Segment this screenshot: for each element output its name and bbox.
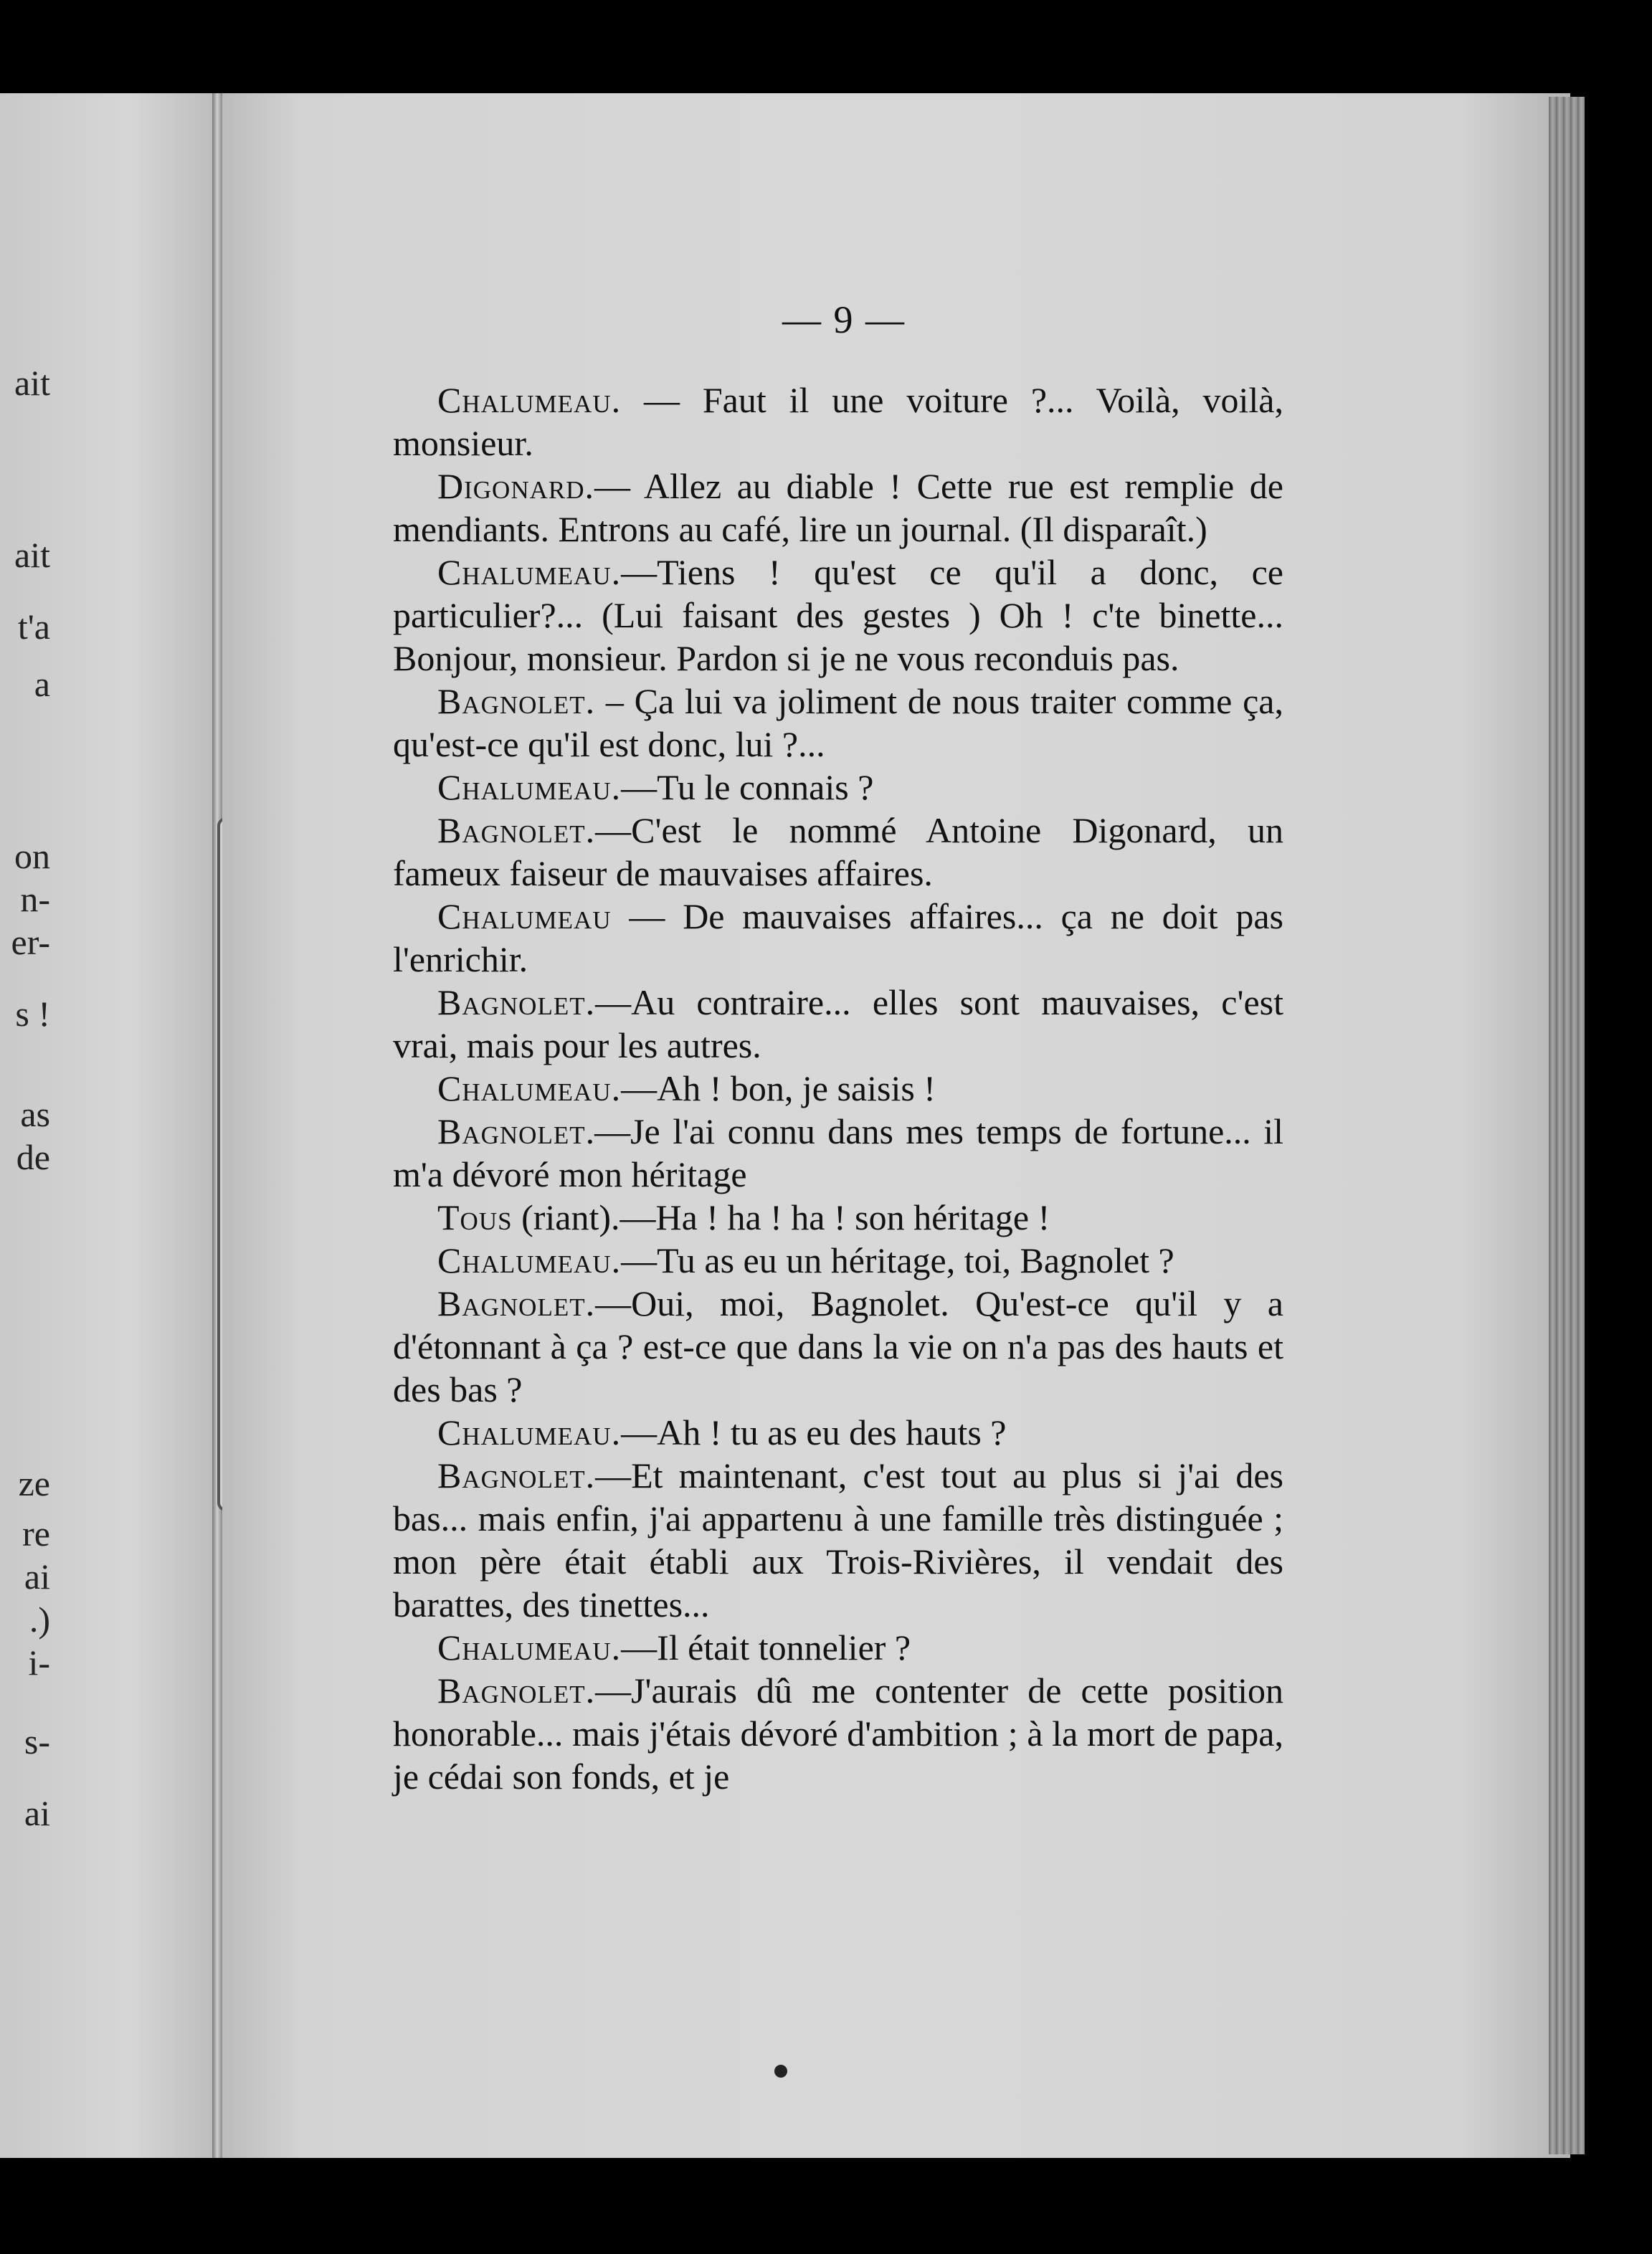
dialogue-paragraph [393,465,1283,551]
speaker-name: Chalumeau. [437,552,622,592]
previous-page-fragment: a [34,664,50,704]
speaker-name: Chalumeau. [437,767,622,807]
dialogue-paragraph [393,1454,1283,1626]
speaker-name: Tous [437,1197,513,1237]
dialogue-text: — Allez au diable ! Cette rue est remplie de mendiants. Entrons au café, lire un journal. (Il disparaît.) [393,466,1283,549]
page-number: — 9 — [782,298,906,341]
previous-page-fragment: ait [14,363,50,403]
previous-page-fragment: ai [24,1793,50,1833]
dialogue-paragraph [393,1282,1283,1411]
dialogue-text: — Faut il une voiture ?... Voilà, voilà, monsieur. [393,380,1283,463]
dialogue-text: —Tu le connais ? [621,767,874,807]
speaker-name: Bagnolet. [437,1670,596,1711]
dialogue-text: .—Je l'ai connu dans mes temps de fortune... il m'a dévoré mon héritage [393,1111,1283,1194]
speaker-name: Chalumeau. [437,1068,622,1108]
speaker-name: Bagnolet. [437,1455,596,1495]
page-edges [1549,97,1585,2154]
previous-page-fragment: i- [28,1642,50,1683]
dialogue-text: —Et maintenant, c'est tout au plus si j'ai des bas... mais enfin, j'ai appartenu à une famille très distinguée ; mon père était établi aux Trois-Rivières, il vendait des barattes, des tinettes... [393,1455,1283,1625]
dialogue-paragraph [393,680,1283,766]
dialogue-text: —Tu as eu un héritage, toi, Bagnolet ? [621,1240,1174,1280]
dialogue-text: —Il était tonnelier ? [621,1627,911,1668]
previous-page-fragment: on [14,836,50,876]
speaker-name: Chalumeau. [437,1627,622,1668]
speaker-name: Bagnolet. [437,1283,596,1323]
previous-page-fragment: .) [29,1599,50,1640]
speaker-name: Chalumeau. [437,1240,622,1280]
dialogue-text: —Ah ! tu as eu des hauts ? [621,1412,1007,1452]
dialogue-paragraph [393,379,1283,465]
play-dialogue-text [393,379,1283,1798]
dialogue-paragraph [393,551,1283,680]
speaker-name: Bagnolet. [437,681,596,721]
previous-page-fragment: t'a [17,607,50,647]
dialogue-text: —J'aurais dû me contenter de cette position honorable... mais j'étais dévoré d'ambition ; à la mort de papa, je cédai son fonds, et je [393,1670,1283,1797]
print-speck [774,2065,787,2078]
speaker-name: Chalumeau. [437,380,622,420]
dialogue-text: —Ah ! bon, je saisis ! [621,1068,936,1108]
previous-page-fragment: ait [14,535,50,575]
previous-page-fragment: re [22,1513,50,1554]
dialogue-paragraph [393,1411,1283,1454]
dialogue-paragraph [393,809,1283,895]
speaker-name: Chalumeau. [437,1412,622,1452]
dialogue-paragraph [393,895,1283,981]
dialogue-text: —Au contraire... elles sont mauvaises, c'est vrai, mais pour les autres. [393,982,1283,1065]
dialogue-text: — De mauvaises affaires... ça ne doit pas l'enrichir. [393,896,1283,979]
dialogue-text: —Tiens ! qu'est ce qu'il a donc, ce particulier?... (Lui faisant des gestes ) Oh ! c'te binette... Bonjour, monsieur. Pardon si je ne vous reconduis pas. [393,552,1283,678]
previous-page-fragment: de [16,1137,50,1177]
dialogue-text: —Oui, moi, Bagnolet. Qu'est-ce qu'il y a d'étonnant à ça ? est-ce que dans la vie on n'a pas des hauts et des bas ? [393,1283,1283,1409]
previous-page-fragment: as [20,1094,50,1134]
speaker-name: Bagnolet [437,1111,586,1151]
dialogue-text: —C'est le nommé Antoine Digonard, un fameux faiseur de mauvaises affaires. [393,810,1283,893]
previous-page-fragment: n- [20,879,50,919]
previous-page-fragment: s ! [15,994,50,1034]
previous-page-fragment: s- [24,1721,50,1761]
dialogue-paragraph [393,766,1283,809]
speaker-name: Digonard. [437,466,594,506]
dialogue-paragraph [393,1239,1283,1282]
speaker-name: Bagnolet. [437,982,596,1022]
previous-page-fragment: ai [24,1556,50,1597]
previous-page-fragment: er- [11,922,50,962]
dialogue-paragraph [393,1669,1283,1798]
dialogue-paragraph [393,1626,1283,1669]
dialogue-paragraph [393,1110,1283,1196]
speaker-name: Chalumeau [437,896,612,936]
previous-page-fragment: ze [18,1463,50,1503]
dialogue-paragraph [393,1067,1283,1110]
dialogue-text: – Ça lui va joliment de nous traiter comme ça, qu'est-ce qu'il est donc, lui ?... [393,681,1283,764]
dialogue-paragraph [393,981,1283,1067]
speaker-name: Bagnolet. [437,810,596,850]
dialogue-paragraph [393,1196,1283,1239]
dialogue-text: (riant).—Ha ! ha ! ha ! son héritage ! [512,1197,1050,1237]
